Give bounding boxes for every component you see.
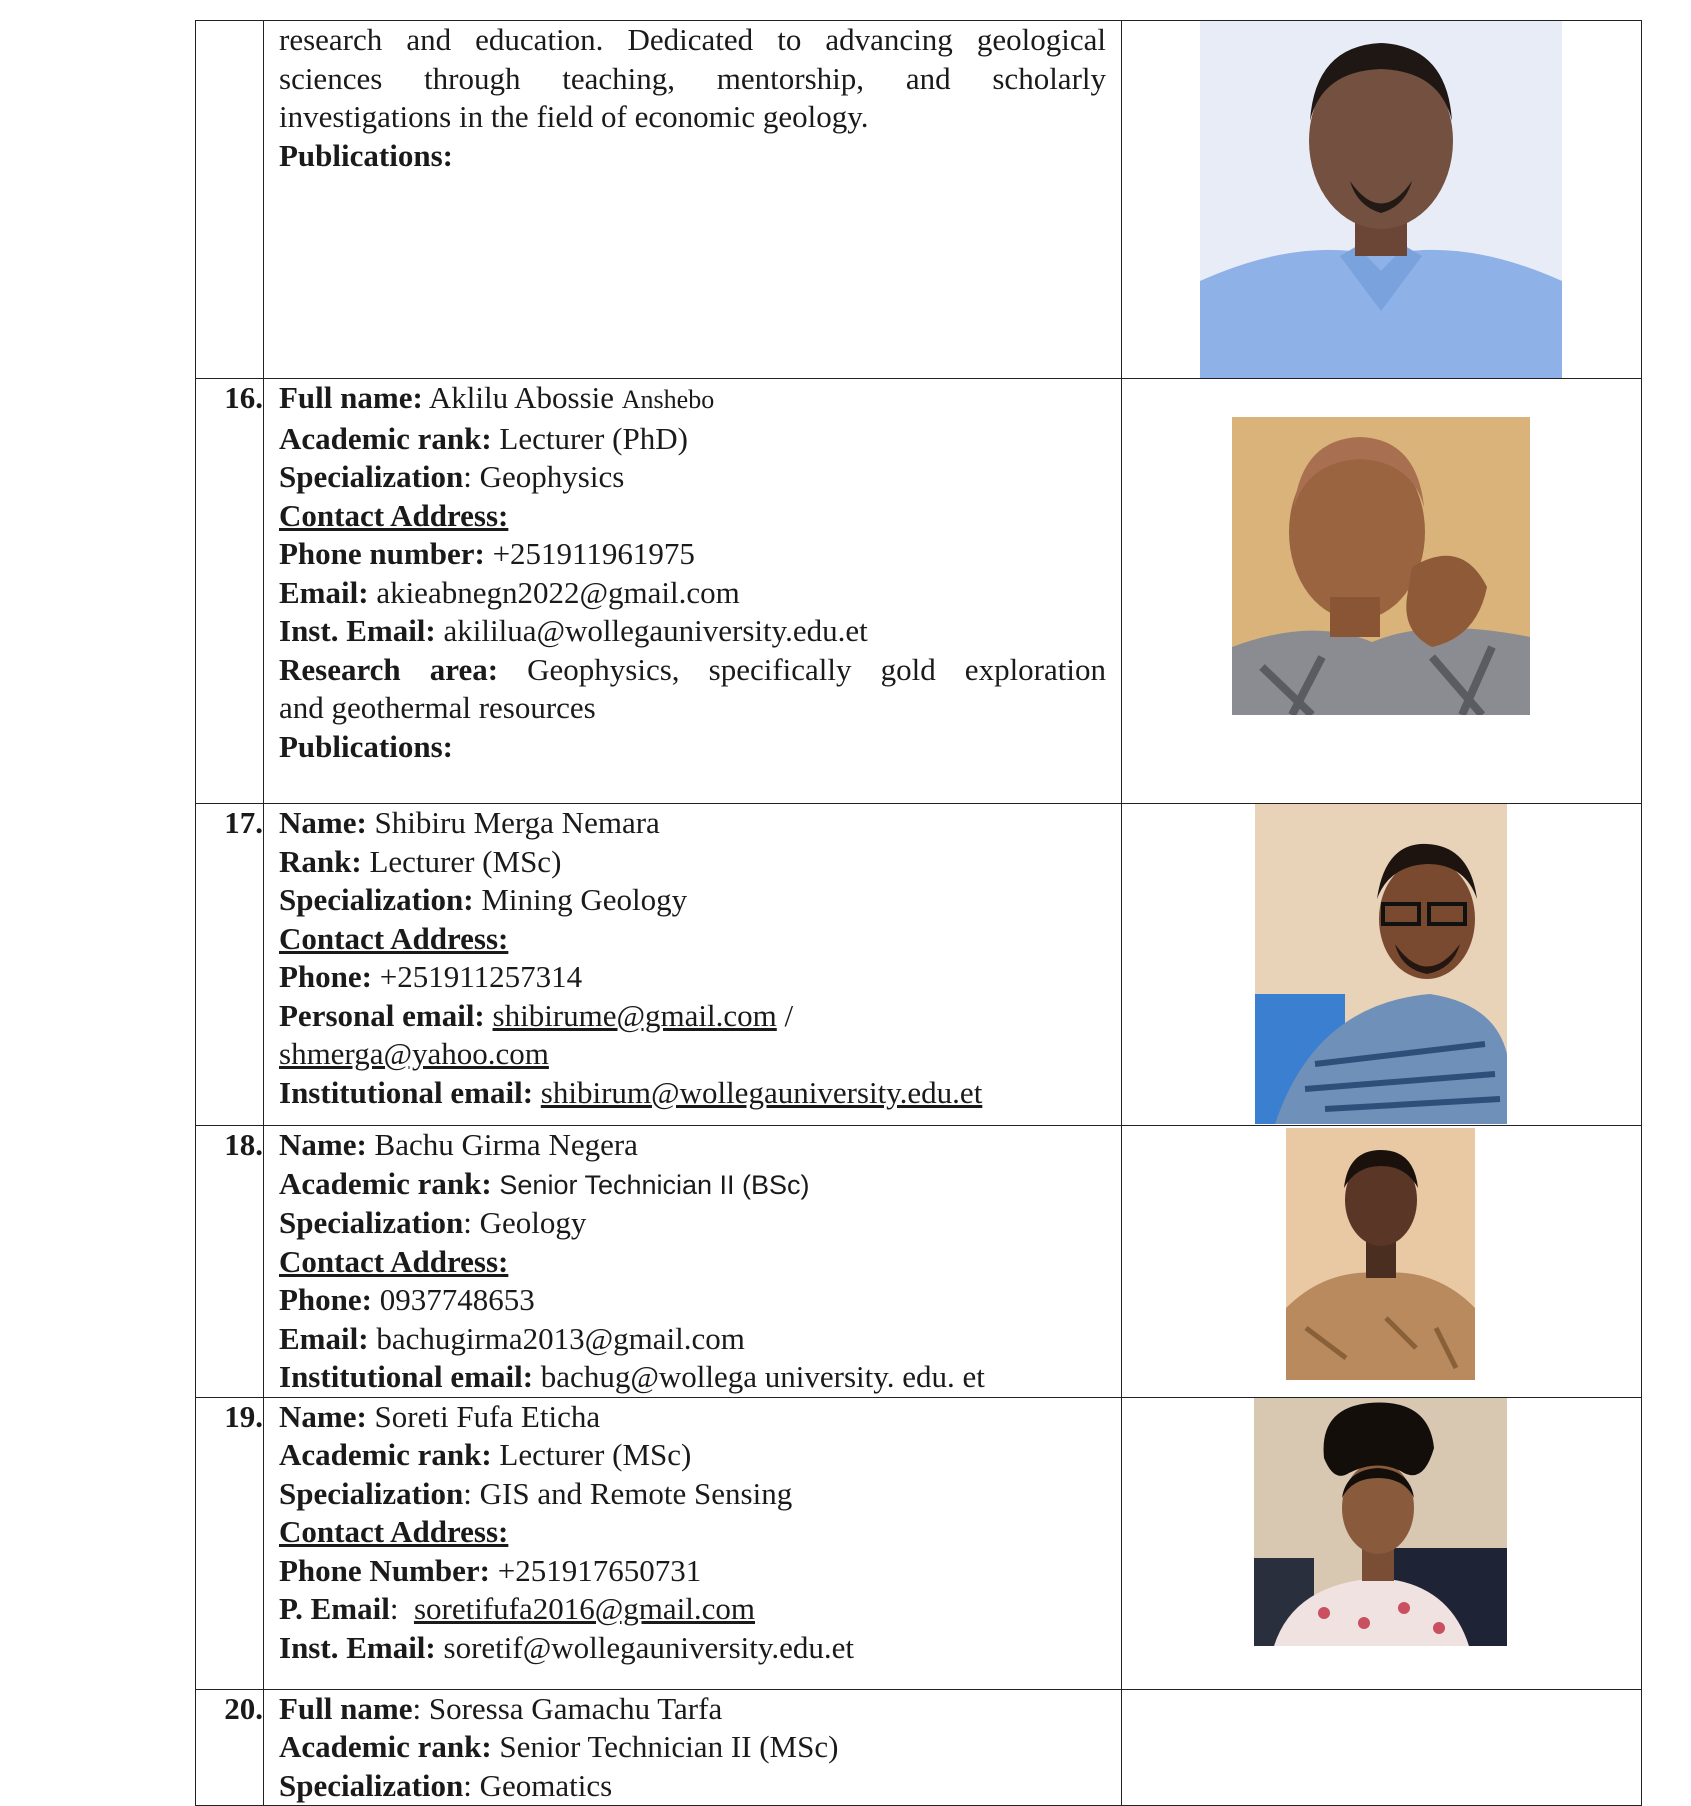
staff-info-cell: Full name: Soressa Gamachu Tarfa Academic rank: Senior Technician II (MSc) Specialization: Geomatics (264, 1689, 1122, 1806)
staff-row-16 (196, 379, 1642, 804)
phone-number: 0937748653 (379, 1282, 535, 1317)
staff-photo-cell (1122, 1126, 1642, 1398)
row-number: 20. (196, 1689, 264, 1806)
academic-rank: Lecturer (PhD) (499, 420, 688, 456)
publications-label: Publications: (279, 137, 453, 173)
personal-email-link[interactable]: shibirume@gmail.com (492, 997, 777, 1033)
bio-text: research and education. Dedicated to advancing geological (279, 22, 1106, 57)
phone-number: +251911961975 (492, 536, 695, 571)
staff-photo-cell (1122, 379, 1642, 804)
staff-name: Aklilu Abossie (428, 380, 615, 415)
specialization: : Geophysics (463, 459, 625, 494)
email-address: akieabnegn2022@gmail.com (376, 574, 740, 610)
staff-name: Bachu Girma Negera (374, 1127, 638, 1162)
staff-photo (1200, 21, 1562, 378)
row-number-cell (196, 21, 264, 379)
bio-text: sciences through teaching, mentorship, and scholarly (279, 60, 1106, 96)
staff-row-19 (196, 1397, 1642, 1689)
row-number: 18. (196, 1126, 264, 1398)
academic-rank: Senior Technician II (BSc) (499, 1169, 810, 1200)
staff-info-cell: Full name: Aklilu Abossie Anshebo Academic rank: Lecturer (PhD) Specialization: Geophysics Contact Address: Phone number: +251911961975 Email: akieabnegn2022@gmail.com Inst. Email: akililua@wollegauniversity.edu.et Research area: Geophysics, specifically gold exploration and geothermal resources Publications: (264, 379, 1122, 804)
staff-photo-cell (1122, 804, 1642, 1126)
specialization: : GIS and Remote Sensing (463, 1475, 793, 1511)
academic-rank: Lecturer (MSc) (369, 843, 562, 879)
staff-photo-cell (1122, 21, 1642, 379)
research-area: and geothermal resources (279, 690, 596, 725)
academic-rank: Senior Technician II (MSc) (499, 1729, 839, 1764)
specialization: : Geology (463, 1205, 587, 1240)
row-number: 16. (196, 379, 264, 804)
staff-name: Soreti Fufa Eticha (374, 1398, 601, 1434)
staff-row-17 (196, 804, 1642, 1126)
phone-number: +251917650731 (497, 1552, 702, 1588)
staff-name: : Soressa Gamachu Tarfa (412, 1690, 723, 1726)
staff-photo (1232, 417, 1530, 715)
institutional-email: akililua@wollegauniversity.edu.et (443, 613, 868, 648)
staff-table (195, 20, 1642, 1806)
row-number: 19. (196, 1397, 264, 1689)
contact-address-heading: Contact Address: (279, 920, 509, 956)
staff-photo (1286, 1128, 1475, 1380)
research-area: Geophysics, specifically gold exploration (527, 651, 1106, 687)
specialization: Mining Geology (481, 882, 688, 917)
institutional-email-link[interactable]: shibirum@wollegauniversity.edu.et (540, 1074, 983, 1110)
row-number: 17. (196, 804, 264, 1126)
staff-row-15 (196, 21, 1642, 379)
email-address: bachugirma2013@gmail.com (376, 1320, 745, 1356)
personal-email-link[interactable]: soretifufa2016@gmail.com (413, 1591, 755, 1626)
staff-name: Shibiru Merga Nemara (374, 805, 660, 840)
staff-photo-cell (1122, 1397, 1642, 1689)
staff-info-cell: Name: Soreti Fufa Eticha Academic rank: Lecturer (MSc) Specialization: GIS and Remote Sensing Contact Address: Phone Number: +251917650731 P. Email: soretifufa2016@gmail.com Inst. Email: soretif@wollegauniversity.edu.et (264, 1397, 1122, 1689)
contact-address-heading: Contact Address: (279, 497, 509, 533)
staff-row-18 (196, 1126, 1642, 1398)
staff-photo (1255, 804, 1507, 1124)
contact-address-heading: Contact Address: (279, 1243, 509, 1279)
bio-text: investigations in the field of economic geology. (279, 99, 869, 134)
phone-number: +251911257314 (379, 959, 583, 994)
staff-photo-cell (1122, 1689, 1642, 1806)
institutional-email: soretif@wollegauniversity.edu.et (443, 1629, 854, 1665)
staff-info-cell (264, 21, 1122, 379)
institutional-email: bachug@wollega university. edu. et (540, 1359, 985, 1394)
academic-rank: Lecturer (MSc) (499, 1437, 692, 1472)
staff-photo (1254, 1398, 1507, 1646)
publications-label: Publications: (279, 728, 453, 764)
contact-address-heading: Contact Address: (279, 1514, 509, 1549)
staff-info-cell: Name: Bachu Girma Negera Academic rank: Senior Technician II (BSc) Specialization: Geology Contact Address: Phone: 0937748653 Email: bachugirma2013@gmail.com Institutional email: bachug@wollega university. edu. et (264, 1126, 1122, 1398)
staff-info-cell: Name: Shibiru Merga Nemara Rank: Lecturer (MSc) Specialization: Mining Geology Contact Address: Phone: +251911257314 Personal email: shibirume@gmail.com / shmerga@yahoo.com Institutional email: shibirum@wollegauniversity.edu.et (264, 804, 1122, 1126)
personal-email-link[interactable]: shmerga@yahoo.com (279, 1036, 549, 1071)
staff-row-20 (196, 1689, 1642, 1806)
specialization: : Geomatics (463, 1767, 613, 1803)
